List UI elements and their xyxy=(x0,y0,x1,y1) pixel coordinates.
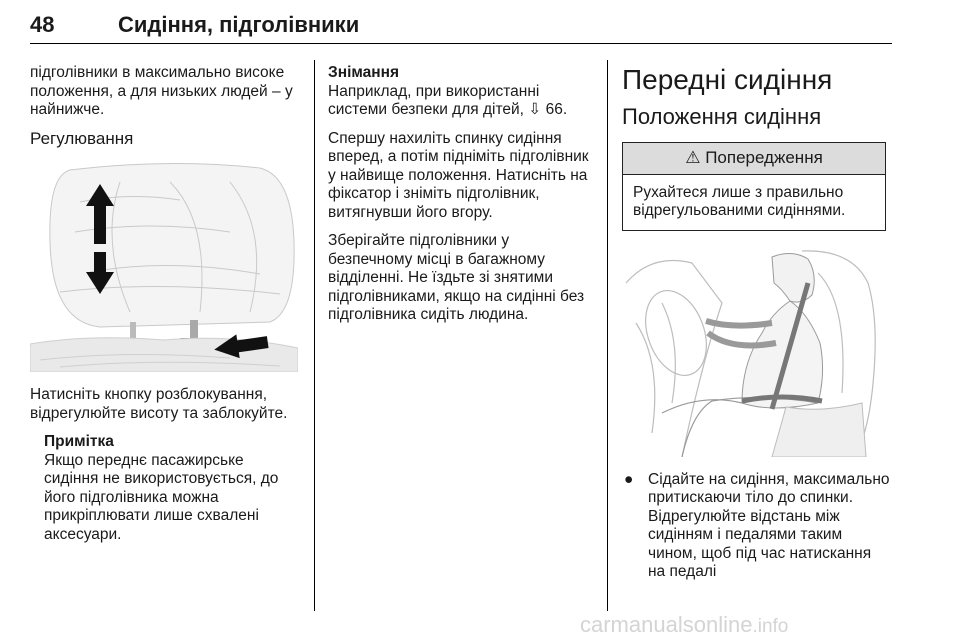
header-rule xyxy=(30,43,892,44)
column-divider-1 xyxy=(314,60,315,611)
column-1 xyxy=(30,64,302,544)
intro-paragraph: підголівники в максимально високе положення, а для низьких людей – у найнижче. xyxy=(30,64,293,118)
list-item-text: Сідайте на сидіння, максимально притискаючи тіло до спинки. Відрегулюйте відстань між сидінням і педалями таким чином, щоб під час натискання на педалі xyxy=(648,470,890,580)
adjustment-instruction: Натисніть кнопку розблокування, відрегулюйте висоту та заблокуйте. xyxy=(30,386,288,422)
note-text: Якщо переднє пасажирське сидіння не використовується, до його підголівника можна прикріплювати лише схвалені аксесуари. xyxy=(44,451,279,543)
removal-step-1: Спершу нахиліть спинку сидіння вперед, а потім підніміть підголівник у найвище положення. Натисніть на фіксатор і зніміть підголівник, витягнувши його вгору. xyxy=(328,129,589,221)
watermark-tld: .info xyxy=(752,616,789,637)
watermark-main: carmanualsonline xyxy=(580,612,753,637)
column-divider-2 xyxy=(607,60,608,611)
warning-text: Рухайтеся лише з правильно відрегульованими сидіннями. xyxy=(633,183,846,219)
subsection-title: Положення сидіння xyxy=(622,104,822,129)
column-3 xyxy=(622,64,890,582)
warning-icon: ⚠ xyxy=(685,148,701,167)
watermark xyxy=(580,612,788,638)
seating-position-illustration xyxy=(622,243,886,457)
warning-header xyxy=(623,143,885,175)
removal-text: Наприклад, при використанні системи безпеки для дітей, xyxy=(328,82,540,118)
removal-paragraph xyxy=(328,83,594,120)
running-title: Сидіння, підголівники xyxy=(118,12,360,37)
note-title: Примітка xyxy=(44,433,114,450)
adjustment-heading: Регулювання xyxy=(30,128,134,148)
list-item xyxy=(622,471,890,582)
column-2 xyxy=(328,64,594,335)
removal-step-2: Зберігайте підголівники у безпечному місці в багажному відділенні. Не їздьте зі знятими підголівниками, якщо на сидінні без підголівника сидіть людина. xyxy=(328,232,585,323)
page-header xyxy=(30,8,892,44)
removal-heading: Знімання xyxy=(328,64,400,81)
warning-title: Попередження xyxy=(705,148,823,167)
page-reference-icon: ⇩ xyxy=(528,101,542,118)
page-number: 48 xyxy=(30,12,55,37)
reference-page: 66. xyxy=(541,101,568,118)
warning-box xyxy=(622,142,886,231)
bullet-icon: ● xyxy=(624,470,634,488)
section-title: Передні сидіння xyxy=(622,64,833,95)
note-block xyxy=(44,433,302,544)
headrest-illustration xyxy=(30,162,298,372)
